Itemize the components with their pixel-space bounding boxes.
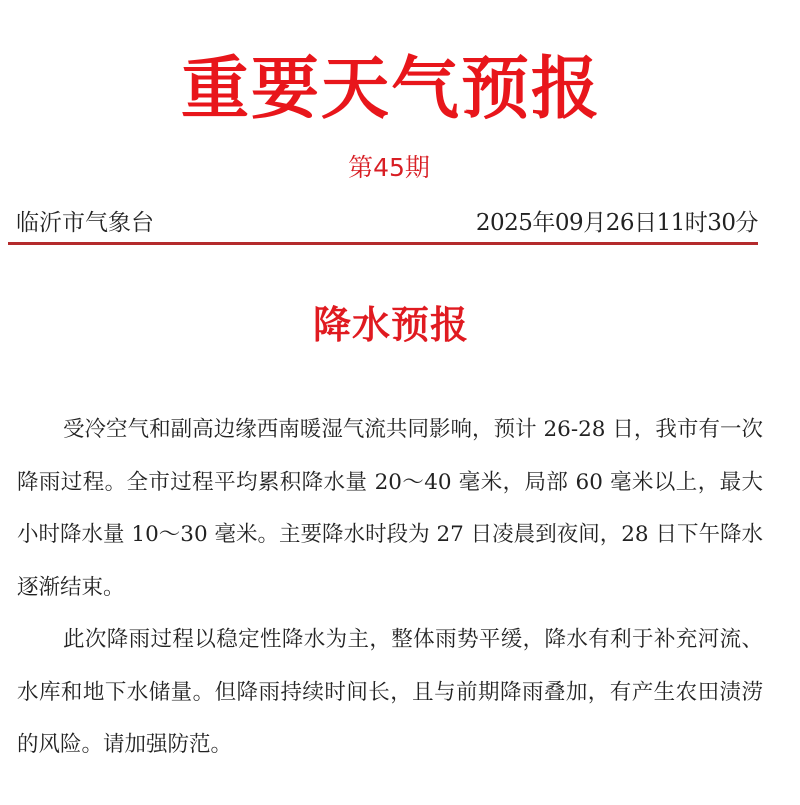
paragraph-forecast-summary: 受冷空气和副高边缘西南暖湿气流共同影响，预计 26-28 日，我市有一次降雨过程。全市过程平均累积降水量 20～40 毫米，局部 60 毫米以上，最大小时降水量 10～30 毫米。主要降水时段为 27 日凌晨到夜间，28 日下午降水逐渐结束。 xyxy=(17,417,763,600)
issue-timestamp: 2025年09月26日11时30分 xyxy=(475,209,758,236)
section-title: 降水预报 xyxy=(312,303,469,347)
issuer-row xyxy=(16,203,758,237)
header-divider xyxy=(8,242,758,245)
issuer-name: 临沂市气象台 xyxy=(16,209,154,236)
forecast-body xyxy=(17,404,763,772)
document-title: 重要天气预报 xyxy=(180,50,601,129)
issue-number: 第45期 xyxy=(348,153,430,182)
paragraph-impact-advice: 此次降雨过程以稳定性降水为主，整体雨势平缓，降水有利于补充河流、水库和地下水储量。但降雨持续时间长，且与前期降雨叠加，有产生农田渍涝的风险。请加强防范。 xyxy=(17,627,763,757)
